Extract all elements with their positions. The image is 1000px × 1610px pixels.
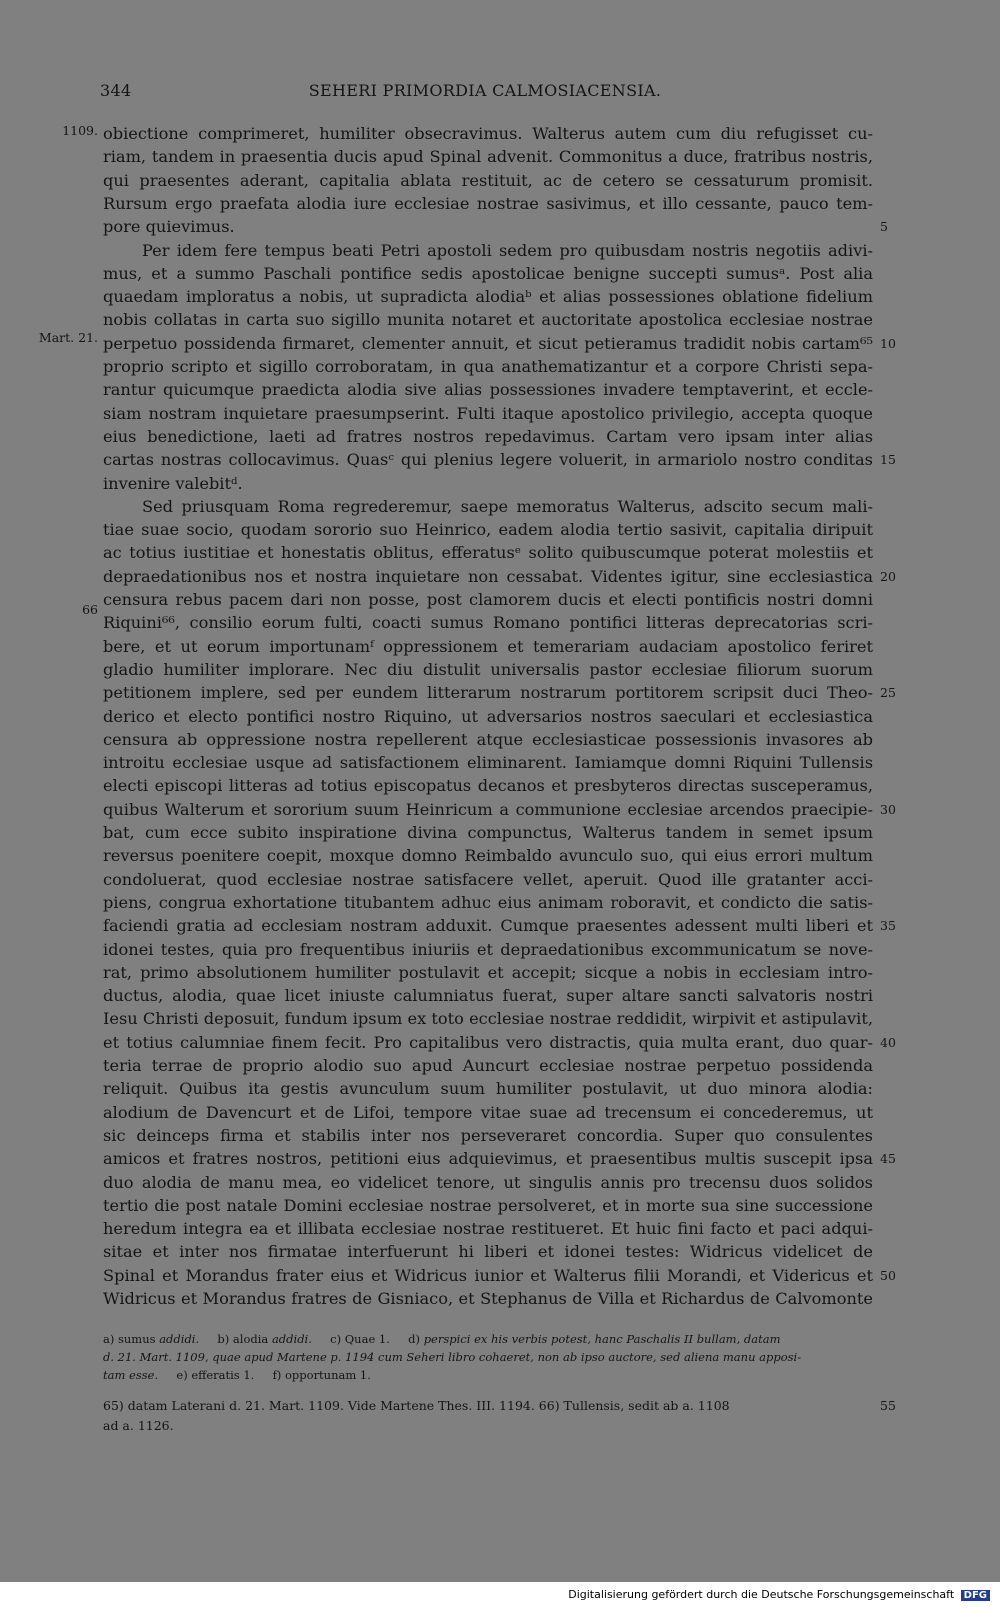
text-line: tertio die post natale Domini ecclesiae nostrae persolveret, et in morte sua sine successione	[103, 1195, 873, 1215]
text-line: ductus, alodia, quae licet iniuste calumniatus fuerat, super altare sancti salvatoris nostri	[103, 986, 873, 1006]
text-line: siam nostram inquietare praesumpserint. Fulti itaque apostolico privilegio, accepta quoque	[103, 403, 873, 423]
line-number: 25	[880, 685, 896, 701]
text-line: faciendi gratia ad ecclesiam nostram adduxit. Cumque praesentes adessent multi liberi et	[103, 916, 873, 936]
text-line: et totius calumniae finem fecit. Pro capitalibus vero distractis, quia multa erant, duo quar-	[103, 1032, 873, 1052]
text-line: electi episcopi litteras ad totius episcopatus decanos et presbyteros directas susceperamus,	[103, 776, 873, 796]
text-line: Per idem fere tempus beati Petri apostoli sedem pro quibusdam nostris negotiis adivi-	[142, 240, 873, 260]
text-line: amicos et fratres nostros, petitioni eius adquievimus, et praesentibus multis suscepit ipsa	[103, 1149, 873, 1169]
text-line: introitu ecclesiae usque ad satisfactionem eliminarent. Iamiamque domni Riquini Tullensis	[103, 753, 873, 773]
dfg-logo: DFG	[961, 1590, 990, 1601]
text-line: sic deinceps firma et stabilis inter nos perseveraret concordia. Super quo consulentes	[103, 1125, 873, 1145]
margin-note-66: 66	[82, 602, 98, 617]
margin-note-year: 1109.	[62, 123, 98, 138]
text-line: heredum integra ea et illibata ecclesiae nostrae restitueret. Et huic fini facto et paci adqui-	[103, 1219, 873, 1239]
text-line: censura ab oppressione nostra repellerent atque ecclesiasticae possessionis invasores ab	[103, 729, 873, 749]
text-line: quaedam imploratus a nobis, ut supradicta alodiaᵇ et alias possessiones oblatione fidelium	[103, 287, 873, 307]
text-line: piens, congrua exhortatione titubantem adhuc eius animam roboravit, et condicto die satis-	[103, 892, 873, 912]
text-line: sitae et inter nos firmatae interfuerunt hi liberi et idonei testes: Widricus videlicet de	[103, 1242, 873, 1262]
text-line: riam, tandem in praesentia ducis apud Spinal advenit. Commonitus a duce, fratribus nostris,	[103, 147, 873, 167]
critical-notes-line-2: d. 21. Mart. 1109, quae apud Martene p. 1194 cum Seheri libro cohaeret, non ab ipso auctore, sed aliena manu apposi-	[103, 1350, 802, 1364]
text-line: obiectione comprimeret, humiliter obsecravimus. Walterus autem cum diu refugisset cu-	[103, 124, 873, 143]
text-line: quibus Walterum et sororium suum Heinricum a communione ecclesiae arcendos praecipie-	[103, 799, 873, 819]
footer-credit	[568, 1588, 990, 1601]
text-line: reversus poenitere coepit, moxque domno Reimbaldo avunculo suo, qui eius errori multum	[103, 846, 873, 866]
editor-notes-line-2: ad a. 1126.	[103, 1418, 174, 1433]
text-line: teria terrae de proprio alodio suo apud Auncurt ecclesiae nostrae perpetuo possidenda	[103, 1056, 873, 1075]
line-number: 10	[880, 335, 896, 351]
line-number: 45	[880, 1151, 896, 1167]
line-number: 5	[880, 219, 888, 235]
line-number: 35	[880, 918, 896, 934]
text-line: alodium de Davencurt et de Lifoi, tempore vitae suae ad trecensum ei concederemus, ut	[103, 1102, 873, 1122]
line-number: 40	[880, 1034, 896, 1050]
text-line: Rursum ergo praefata alodia iure ecclesiae nostrae sasivimus, et illo cessante, pauco tem-	[103, 193, 873, 213]
text-line: cartas nostras collocavimus. Quasᶜ qui plenius legere voluerit, in armariolo nostro conditas	[103, 450, 873, 470]
text-line: ac totius iustitiae et honestatis oblitus, efferatusᵉ solito quibuscumque poterat molestiis et	[103, 543, 873, 563]
line-number: 20	[880, 568, 896, 584]
line-number: 50	[880, 1267, 896, 1283]
text-line: censura rebus pacem dari non posse, post clamorem ducis et electi pontificis nostri domni	[103, 590, 873, 609]
critical-notes-line-3: tam esse. e) efferatis 1. f) opportunam 1.	[103, 1368, 371, 1382]
text-line: depraedationibus nos et nostra inquietare non cessabat. Videntes igitur, sine ecclesiastica	[103, 566, 873, 586]
text-line: pore quievimus.	[103, 217, 235, 237]
text-line: rantur quicumque praedicta alodia sive alias possessiones invadere temptaverint, et eccle-	[103, 380, 873, 400]
text-line: condoluerat, quod ecclesiae nostrae satisfacere vellet, aperuit. Quod ille gratanter acci-	[103, 869, 873, 889]
text-line: derico et electo pontifici nostro Riquino, ut adversarios nostros saeculari et ecclesiastica	[103, 706, 873, 726]
margin-note-date: Mart. 21.	[38, 330, 98, 345]
line-number: 15	[880, 452, 896, 468]
text-line: eius benedictione, laeti ad fratres nostros repedavimus. Cartam vero ipsam inter alias	[103, 426, 873, 446]
text-line: gladio humiliter implorare. Nec diu distulit universalis pastor ecclesiae filiorum suorum	[103, 659, 873, 679]
running-title: SEHERI PRIMORDIA CALMOSIACENSIA.	[308, 81, 662, 100]
text-line: rat, primo absolutionem humiliter postulavit et accepit; sicque a nobis in ecclesiam intro-	[103, 962, 873, 982]
text-line: Riquini⁶⁶, consilio eorum fulti, coacti sumus Romano pontifici litteras deprecatorias scri-	[103, 613, 873, 633]
editor-notes-line-1: 65) datam Laterani d. 21. Mart. 1109. Vide Martene Thes. III. 1194. 66) Tullensis, sedit ab a. 1108	[103, 1398, 730, 1413]
page-number: 344	[100, 81, 132, 100]
line-number-55: 55	[880, 1398, 896, 1413]
text-line: proprio scripto et sigillo corroboratam, in qua anathematizantur et a corpore Christi sepa-	[103, 357, 873, 376]
line-number: 30	[880, 801, 896, 817]
critical-notes-line-1: a) sumus addidi. b) alodia addidi. c) Quae 1. d) perspici ex his verbis potest, hanc Paschalis II bullam, datam	[103, 1332, 781, 1346]
text-line: Spinal et Morandus frater eius et Widricus iunior et Walterus filii Morandi, et Videricus et	[103, 1265, 873, 1285]
text-line: perpetuo possidenda firmaret, clementer annuit, et sicut petieramus tradidit nobis cartam⁶⁵	[103, 333, 873, 353]
text-line: Iesu Christi deposuit, fundum ipsum ex toto ecclesiae nostrae reddidit, wirpivit et astipulavit,	[103, 1009, 873, 1029]
text-line: mus, et a summo Paschali pontifice sedis apostolicae benigne succepti sumusᵃ. Post alia	[103, 263, 873, 283]
text-line: bere, et ut eorum importunamᶠ oppressionem et temerariam audaciam apostolico feriret	[103, 636, 873, 656]
text-line: bat, cum ecce subito inspiratione divina compunctus, Walterus tandem in semet ipsum	[103, 823, 873, 842]
text-line: tiae suae socio, quodam sororio suo Heinrico, eadem alodia tertio sasivit, capitalia diripuit	[103, 520, 873, 540]
text-line: reliquit. Quibus ita gestis avunculum suum humiliter postulavit, ut duo minora alodia:	[103, 1079, 873, 1099]
text-line: invenire valebitᵈ.	[103, 473, 243, 493]
text-line: petitionem implere, sed per eundem litterarum nostrarum portitorem scripsit duci Theo-	[103, 683, 873, 703]
credit-text: Digitalisierung gefördert durch die Deutsche Forschungsgemeinschaft	[568, 1588, 955, 1601]
text-line: Sed priusquam Roma regrederemur, saepe memoratus Walterus, adscito secum mali-	[142, 496, 873, 516]
text-line: idonei testes, quia pro frequentibus iniuriis et depraedationibus excommunicatum se nove-	[103, 939, 873, 959]
text-line: nobis collatas in carta suo sigillo munita notaret et auctoritate apostolica ecclesiae nostrae	[103, 310, 873, 330]
text-line: duo alodia de manu mea, eo videlicet tenore, ut singulis annis pro trecensu duos solidos	[103, 1172, 873, 1192]
text-line: qui praesentes aderant, capitalia ablata restituit, ac de cetero se cessaturum promisit.	[103, 170, 873, 190]
text-line: Widricus et Morandus fratres de Gisniaco, et Stephanus de Villa et Richardus de Calvomonte	[103, 1289, 873, 1308]
